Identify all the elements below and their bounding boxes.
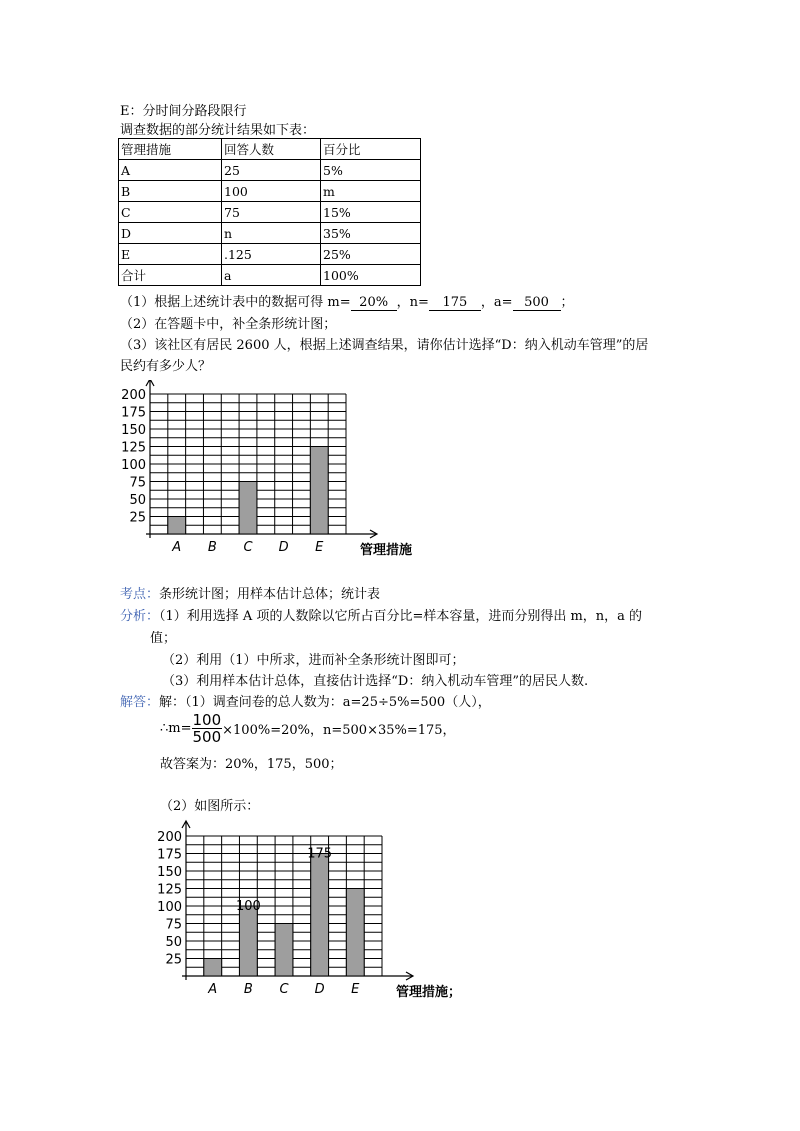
x-tick-label: A [208,982,218,997]
x-tick-label: D [314,982,325,997]
m-prefix: ∴m= [160,721,192,736]
fenxi-line-4: （3）利用样本估计总体，直接估计选择“D：纳入机动车管理”的居民人数. [162,674,589,689]
fenxi-line-2: 值； [150,631,177,646]
q1-a-answer: 500 [513,295,561,311]
y-tick-label: 25 [129,510,146,526]
table-cell: 100 [222,181,321,202]
bar-chart-answer [150,817,470,1002]
table-header-row [119,139,421,160]
x-tick-label: E [315,540,324,555]
table-header-cell: 百分比 [321,139,421,160]
statistics-table [118,138,421,286]
q1-n-answer: 175 [429,295,481,311]
fenxi-tag: 分析： [120,609,160,624]
jieda-tag: 解答： [120,695,160,710]
table-cell: n [222,223,321,244]
bar-c [275,924,293,977]
y-tick-label: 50 [165,935,182,950]
table-cell: a [222,265,321,286]
table-cell: 35% [321,223,421,244]
table-row [119,265,421,286]
jieda-text-1: 解：（1）调查问卷的总人数为：a=25÷5%=500（人）， [159,695,491,710]
x-tick-label: E [351,982,360,997]
table-cell: .125 [222,244,321,265]
bar-a [204,959,222,977]
table-cell: E [119,244,222,265]
table-header-cell: 管理措施 [119,139,222,160]
table-cell: B [119,181,222,202]
question-3-line-2: 民约有多少人？ [120,359,212,374]
bar-b [239,906,257,976]
y-tick-label: 125 [157,882,182,898]
table-cell: C [119,202,222,223]
y-tick-label: 150 [121,423,146,438]
table-cell: m [321,181,421,202]
m-calculation [160,712,456,745]
data-label: 100 [235,899,261,914]
table-header-cell: 回答人数 [222,139,321,160]
table-cell: D [119,223,222,244]
fenxi-text-1: （1）利用选择 A 项的人数除以它所占百分比=样本容量，进而分别得出 m，n，a 的 [159,609,643,624]
y-tick-label: 75 [165,917,182,933]
answer-line: 故答案为：20%，175，500； [160,757,343,772]
fraction [192,712,223,745]
y-tick-label: 125 [121,440,146,456]
question-3-line-1: （3）该社区有居民 2600 人，根据上述调查结果，请你估计选择“D：纳入机动车管理”的居 [120,338,649,353]
kaodian-text: 条形统计图；用样本估计总体；统计表 [159,587,381,602]
table-row [119,244,421,265]
table-cell: 25% [321,244,421,265]
fenxi-line-3: （2）利用（1）中所求，进而补全条形统计图即可； [162,653,465,668]
x-tick-label: D [278,540,289,555]
fenxi-line-1 [120,605,642,624]
bar-d [311,854,329,977]
x-tick-label: B [207,540,217,555]
question-1 [120,291,574,311]
x-axis-title: 管理措施； [396,985,462,1000]
table-cell: A [119,160,222,181]
table-row [119,223,421,244]
bar-e [346,889,364,977]
q1-a-label: ，a= [480,295,513,310]
table-cell: 25 [222,160,321,181]
table-row [119,160,421,181]
x-axis-title: 管理措施 [360,543,413,558]
table-row [119,181,421,202]
kaodian-tag: 考点： [120,587,160,602]
table-cell: 15% [321,202,421,223]
y-tick-label: 200 [157,830,182,845]
q1-n-label: ，n= [396,295,429,310]
table-cell: 75 [222,202,321,223]
bar-e [310,447,328,535]
y-tick-label: 100 [121,458,146,473]
q1-suffix: ； [560,295,574,310]
y-tick-label: 25 [165,952,182,968]
x-tick-label: A [172,540,182,555]
part-2-heading: （2）如图所示： [160,799,260,814]
y-tick-label: 75 [129,475,146,491]
y-tick-label: 100 [157,900,182,915]
x-tick-label: B [243,982,253,997]
y-tick-label: 150 [157,865,182,880]
x-tick-label: C [279,982,289,997]
table-row [119,202,421,223]
kaodian-line [120,583,380,602]
question-2: （2）在答题卡中，补全条形统计图； [120,317,337,332]
option-e-text: E：分时间分路段限行 [120,104,247,119]
fraction-numerator: 100 [192,711,222,729]
bar-chart-question [110,380,430,560]
x-tick-label: C [243,540,253,555]
bar-a [168,517,186,535]
y-tick-label: 175 [157,847,182,863]
m-suffix: ×100%=20%，n=500×35%=175， [222,723,456,738]
q1-m-answer: 20% [351,295,397,311]
y-tick-label: 50 [129,493,146,508]
bar-c [239,482,257,535]
table-cell: 合计 [119,265,222,286]
jieda-line-1 [120,691,491,710]
table-cell: 5% [321,160,421,181]
data-label: 175 [307,846,333,862]
table-intro: 调查数据的部分统计结果如下表： [120,123,316,138]
q1-prefix: （1）根据上述统计表中的数据可得 m= [120,295,351,310]
y-tick-label: 200 [121,388,146,403]
table-cell: 100% [321,265,421,286]
y-tick-label: 175 [121,405,146,421]
fraction-denominator: 500 [192,728,222,746]
